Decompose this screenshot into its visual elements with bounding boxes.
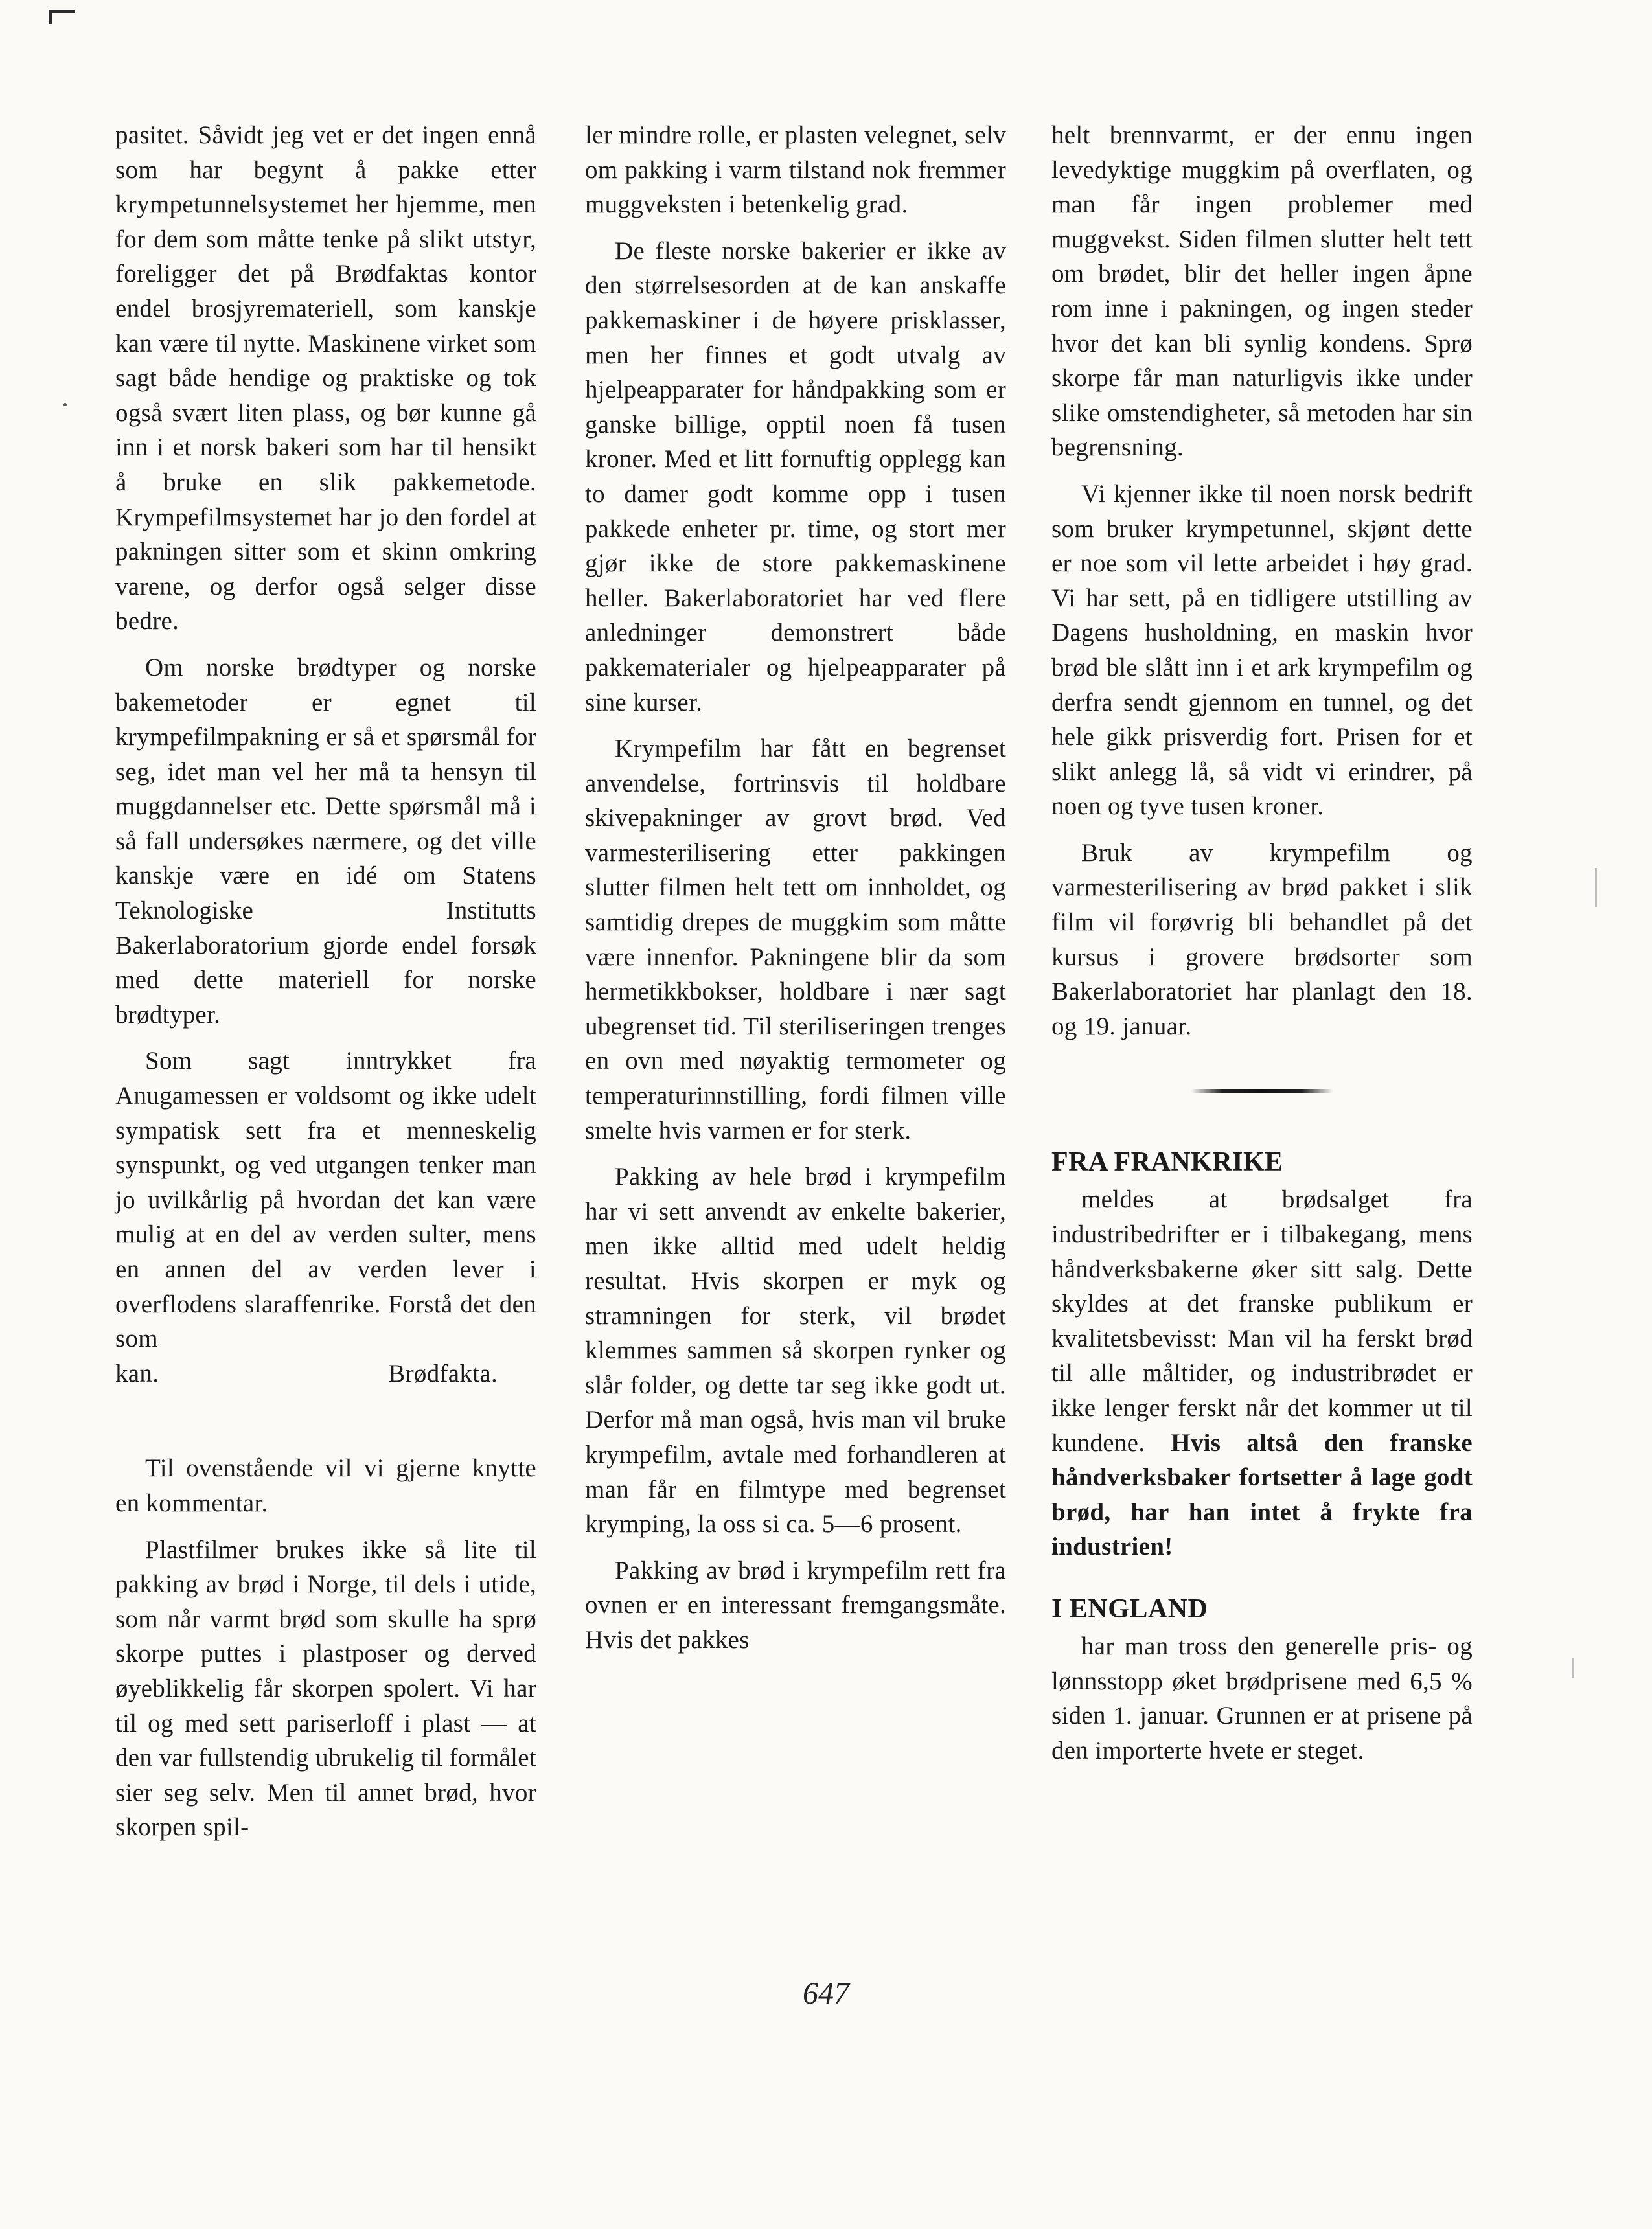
signature-line-text: kan. [115, 1359, 159, 1388]
article-signature: Brødfakta. [388, 1359, 498, 1388]
paragraph: pasitet. Såvidt jeg vet er det ingen ennå som har begynt å pakke etter krympetunnelsystemet her hjemme, men for dem som måtte tenke på slikt utstyr, foreligger det på Brødfaktas kontor endel brosjyremateriell, som kanskje kan være til nytte. Maskinene virket som sagt både hendige og praktiske og tok også svært liten plass, og bør kunne gå inn i et norsk bakeri som har til hensikt å bruke en slik pakkemetode. Krympefilmsystemet har jo den fordel at pakningen sitter som et skinn omkring varene, og derfor også selger disse bedre. [115, 121, 536, 635]
text-column-2 [585, 118, 1006, 1658]
right-edge-mark [1572, 1658, 1574, 1678]
paragraph: Om norske brødtyper og norske bakemetoder er egnet til krympefilmpakning er så et spørsmål for seg, idet man vel her må ta hensyn til muggdannelser etc. Dette spørsmål må i så fall undersøkes nærmere, og det ville kanskje være en idé om Statens Teknologiske Institutts Bakerlaboratorium gjorde endel forsøk med dette materiell for norske brødtyper. [115, 653, 536, 1029]
paragraph: Pakking av hele brød i krympefilm har vi sett anvendt av enkelte bakerier, men ikke alltid med udelt heldig resultat. Hvis skorpen er myk og stramningen for sterk, vil brødet klemmes sammen så skorpen rynker og slår folder, og dette tar seg ikke godt ut. Derfor må man også, hvis man vil bruke krympefilm, avtale med forhandleren at man får en filmtype med begrenset krymping, la oss si ca. 5—6 prosent. [585, 1163, 1006, 1538]
text-column-3 [1051, 118, 1473, 1768]
paragraph: Pakking av brød i krympefilm rett fra ovnen er en interessant fremgangsmåte. Hvis det pakkes [585, 1556, 1006, 1654]
right-edge-mark [1595, 868, 1597, 907]
margin-dot [63, 403, 67, 406]
news-body: har man tross den generelle pris- og lønnsstopp øket brødprisene med 6,5 % siden 1. januar. Grunnen er at prisene på den importerte hvete er steget. [1051, 1632, 1473, 1765]
paragraph: Vi kjenner ikke til noen norsk bedrift som bruker krympetunnel, skjønt dette er noe som vil lette arbeidet i høy grad. Vi har sett, på en tidligere utstilling av Dagens husholdning, en maskin hvor brød ble slått inn i et ark krympefilm og derfra sendt gjennom en tunnel, og det hele gikk prisverdig fort. Prisen for et slikt anlegg lå, så vidt vi erindrer, på noen og tyve tusen kroner. [1051, 479, 1473, 821]
text-column-1 [115, 118, 536, 1845]
news-body: meldes at brødsalget fra industribedrifter er i tilbakegang, mens håndverksbakerne øker sitt salg. Dette skyldes at det franske publikum er kvalitetsbevisst: Man vil ha ferskt brød til alle måltider, og industribrødet er ikke lenger ferskt når det kommer ut til kundene. [1051, 1185, 1473, 1457]
section-divider [1191, 1089, 1333, 1093]
signature-line [115, 1356, 536, 1391]
paragraph: Til ovenstående vil vi gjerne knytte en kommentar. [115, 1454, 536, 1517]
paragraph: Krympefilm har fått en begrenset anvendelse, fortrinsvis til holdbare skivepakninger av grovt brød. Ved varmesterilisering etter pakkingen slutter filmen helt tett om innholdet, og samtidig drepes de muggkim som måtte være innenfor. Pakningene blir da som hermetikkbokser, holdbare i nær sagt ubegrenset tid. Til steriliseringen trenges en ovn med nøyaktig termometer og temperaturinnstilling, fordi filmen ville smelte hvis varmen er for sterk. [585, 735, 1006, 1145]
page-number: 647 [803, 1976, 849, 2011]
news-heading-france: FRA FRANKRIKE [1051, 1147, 1283, 1178]
paragraph: ler mindre rolle, er plasten velegnet, selv om pakking i varm tilstand nok fremmer muggveksten i betenkelig grad. [585, 121, 1006, 219]
paragraph: Plastfilmer brukes ikke så lite til pakking av brød i Norge, til dels i utide, som når varmt brød som skulle ha sprø skorpe puttes i plastposer og derved øyeblikkelig får skorpen spolert. Vi har til og med sett pariserloff i plast — at den var fullstendig ubrukelig til formålet sier seg selv. Men til annet brød, hvor skorpen spil- [115, 1535, 536, 1842]
paragraph: De fleste norske bakerier er ikke av den størrelsesorden at de kan anskaffe pakkemaskiner i de høyere prisklasser, men her finnes et godt utvalg av hjelpeapparater for håndpakking som er ganske billige, opptil noen få tusen kroner. Med et litt fornuftig opplegg kan to damer godt komme opp i tusen pakkede enheter pr. time, og stort mer gjør ikke de store pakkemaskinene heller. Bakerlaboratoriet har ved flere anledninger demonstrert både pakkematerialer og hjelpeapparater på sine kurser. [585, 236, 1006, 716]
crop-mark [49, 10, 75, 13]
news-text-france [1051, 1182, 1473, 1564]
news-emphasis: Hvis altså den franske håndverksbaker fortsetter å lage godt brød, har han intet å frykte fra industrien! [1051, 1428, 1473, 1561]
paragraph: Som sagt inntrykket fra Anugamessen er voldsomt og ikke udelt sympatisk sett fra et menneskelig synspunkt, og ved utgangen tenker man jo uvilkårlig på hvordan det kan være mulig at en del av verden sulter, mens en annen del av verden lever i overflodens slaraffenrike. Forstå det den som [115, 1047, 536, 1353]
news-heading-england: I ENGLAND [1051, 1594, 1208, 1624]
paragraph: helt brennvarmt, er der ennu ingen levedyktige muggkim på overflaten, og man får ingen problemer med muggvekst. Siden filmen slutter helt tett om brødet, blir det heller ingen åpne rom inne i pakningen, og ingen steder hvor det kan bli synlig kondens. Sprø skorpe får man naturligvis ikke under slike omstendigheter, så metoden har sin begrensning. [1051, 121, 1473, 462]
paragraph: Bruk av krympefilm og varmesterilisering av brød pakket i slik film vil forøvrig bli behandlet på det kursus i grovere brødsorter som Bakerlaboratoriet har planlagt den 18. og 19. januar. [1051, 838, 1473, 1040]
news-text-england [1051, 1629, 1473, 1768]
crop-mark-vertical [49, 10, 52, 24]
